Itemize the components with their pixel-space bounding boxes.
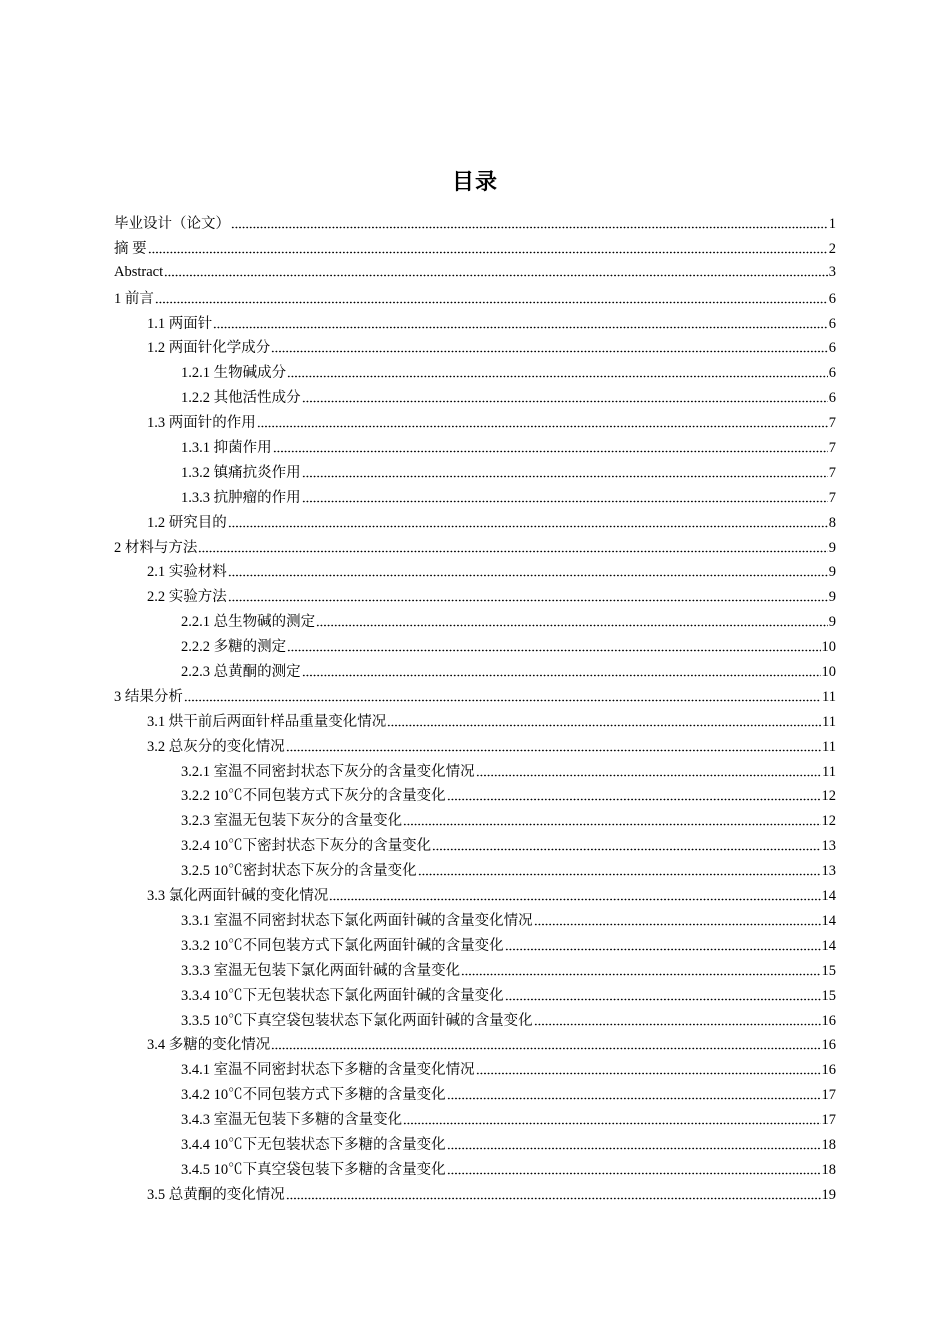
table-of-contents [114,212,836,1208]
toc-entry[interactable] [114,560,836,585]
toc-entry-page-number: 6 [828,390,836,407]
toc-entry-page-number: 14 [821,912,836,929]
toc-entry[interactable] [114,710,836,735]
toc-entry-page-number: 15 [821,962,836,979]
toc-entry-label: 3.4.5 10℃下真空袋包装下多糖的含量变化 [181,1161,446,1178]
toc-entry-page-number: 8 [828,514,836,531]
dot-leader [228,563,828,578]
toc-entry[interactable] [114,486,836,511]
toc-entry-page-number: 16 [821,1037,836,1054]
toc-entry-page-number: 11 [822,738,836,755]
dot-leader [228,588,828,603]
toc-entry-label: 3.3.3 室温无包装下氯化两面针碱的含量变化 [181,962,461,979]
toc-entry[interactable] [114,884,836,909]
dot-leader [447,1086,821,1101]
toc-entry-page-number: 16 [821,1062,836,1079]
toc-entry[interactable] [114,809,836,834]
toc-entry[interactable] [114,610,836,635]
toc-entry[interactable] [114,1058,836,1083]
toc-entry-label: Abstract [114,264,164,281]
dot-leader [403,1111,820,1126]
toc-entry-label: 1.1 两面针 [147,315,213,332]
toc-entry-label: 2.2.3 总黄酮的测定 [181,664,301,681]
toc-entry-label: 1.3.3 抗肿瘤的作用 [181,489,301,506]
dot-leader [505,936,821,951]
toc-entry[interactable] [114,511,836,536]
toc-entry-label: 1.3.2 镇痛抗炎作用 [181,464,301,481]
dot-leader [231,215,828,230]
toc-entry[interactable] [114,1009,836,1034]
toc-entry[interactable] [114,336,836,361]
toc-entry-label: 3.2 总灰分的变化情况 [147,738,285,755]
toc-entry-page-number: 1 [828,216,836,232]
toc-entry[interactable] [114,909,836,934]
dot-leader [418,862,821,877]
toc-entry-label: 2 材料与方法 [114,539,198,556]
toc-entry-label: 2.2.2 多糖的测定 [181,639,287,656]
toc-entry-page-number: 17 [821,1112,836,1129]
page-title: 目录 [451,170,498,195]
dot-leader [476,762,821,777]
toc-entry[interactable] [114,859,836,884]
toc-entry-label: 3.2.2 10℃不同包装方式下灰分的含量变化 [181,788,446,805]
toc-entry-label: 毕业设计（论文） [114,216,230,232]
toc-entry-page-number: 15 [821,987,836,1004]
toc-entry[interactable] [114,1108,836,1133]
toc-entry-label: 1 前言 [114,290,154,307]
dot-leader [302,389,828,404]
toc-entry[interactable] [114,411,836,436]
toc-entry-label: 2.1 实验材料 [147,564,227,581]
toc-entry[interactable] [114,361,836,386]
toc-entry[interactable] [114,536,836,561]
toc-entry-label: 2.2 实验方法 [147,589,227,606]
toc-entry-label: 1.3.1 抑菌作用 [181,440,272,457]
toc-entry-page-number: 9 [828,539,836,556]
toc-entry-label: 3.3.1 室温不同密封状态下氯化两面针碱的含量变化情况 [181,912,533,929]
toc-entry-page-number: 9 [828,589,836,606]
dot-leader [432,837,820,852]
toc-entry[interactable] [114,834,836,859]
dot-leader [329,887,820,902]
toc-entry[interactable] [114,1083,836,1108]
toc-entry[interactable] [114,237,836,262]
dot-leader [476,1061,821,1076]
dot-leader [271,1036,820,1051]
toc-entry[interactable] [114,436,836,461]
toc-entry-label: 3.3.2 10℃不同包装方式下氯化两面针碱的含量变化 [181,937,504,954]
toc-entry-page-number: 6 [828,315,836,332]
toc-entry-label: 3.2.3 室温无包装下灰分的含量变化 [181,813,403,830]
toc-entry-page-number: 10 [821,639,836,656]
toc-entry[interactable] [114,635,836,660]
dot-leader [164,263,828,278]
toc-entry-page-number: 10 [821,664,836,681]
toc-entry-page-number: 6 [828,290,836,307]
toc-entry-label: 1.2 两面针化学成分 [147,340,271,357]
toc-entry-page-number: 9 [828,614,836,631]
toc-entry-label: 3.3.4 10℃下无包装状态下氯化两面针碱的含量变化 [181,987,504,1004]
toc-entry-page-number: 7 [828,440,836,457]
toc-entry-label: 3.3 氯化两面针碱的变化情况 [147,888,329,905]
dot-leader [273,439,828,454]
toc-entry-label: 3.5 总黄酮的变化情况 [147,1186,285,1203]
dot-leader [287,364,828,379]
dot-leader [148,239,828,254]
toc-entry-page-number: 6 [828,340,836,357]
dot-leader [271,339,828,354]
dot-leader [534,1011,821,1026]
dot-leader [302,463,828,478]
toc-entry-page-number: 12 [821,813,836,830]
toc-entry-label: 1.2 研究目的 [147,514,227,531]
toc-entry-page-number: 7 [828,464,836,481]
toc-entry-label: 3.2.5 10℃密封状态下灰分的含量变化 [181,863,417,880]
dot-leader [155,289,828,304]
toc-entry[interactable] [114,959,836,984]
toc-entry[interactable] [114,1033,836,1058]
dot-leader [403,812,820,827]
toc-entry[interactable] [114,262,836,287]
toc-entry-label: 3.4.2 10℃不同包装方式下多糖的含量变化 [181,1087,446,1104]
toc-entry-page-number: 19 [821,1186,836,1203]
toc-entry-label: 3.4.3 室温无包装下多糖的含量变化 [181,1112,403,1129]
toc-entry[interactable] [114,312,836,337]
dot-leader [213,314,828,329]
dot-leader [447,787,821,802]
toc-entry[interactable] [114,212,836,237]
toc-entry[interactable] [114,735,836,760]
toc-entry-label: 1.2.2 其他活性成分 [181,390,301,407]
toc-entry[interactable] [114,287,836,312]
toc-entry-page-number: 18 [821,1136,836,1153]
toc-entry-page-number: 16 [821,1012,836,1029]
toc-entry[interactable] [114,660,836,685]
toc-entry-page-number: 6 [828,365,836,382]
toc-entry-page-number: 14 [821,888,836,905]
dot-leader [184,687,821,702]
dot-leader [534,911,821,926]
dot-leader [505,986,821,1001]
toc-entry-label: 1.3 两面针的作用 [147,415,256,432]
toc-entry-label: 3.3.5 10℃下真空袋包装状态下氯化两面针碱的含量变化 [181,1012,533,1029]
toc-entry-page-number: 3 [828,264,836,281]
toc-entry-label: 3.1 烘干前后两面针样品重量变化情况 [147,713,387,730]
dot-leader [257,414,828,429]
toc-entry[interactable] [114,461,836,486]
toc-entry-label: 3.4.1 室温不同密封状态下多糖的含量变化情况 [181,1062,475,1079]
toc-entry[interactable] [114,984,836,1009]
toc-entry[interactable] [114,760,836,785]
toc-entry-page-number: 11 [822,688,836,705]
toc-entry-page-number: 2 [828,240,836,257]
dot-leader [302,663,821,678]
toc-entry-label: 2.2.1 总生物碱的测定 [181,614,316,631]
dot-leader [228,513,828,528]
toc-entry[interactable] [114,585,836,610]
dot-leader [198,538,827,553]
toc-entry[interactable] [114,685,836,710]
toc-entry-page-number: 7 [828,415,836,432]
toc-entry-page-number: 11 [822,763,836,780]
toc-entry[interactable] [114,1158,836,1183]
toc-entry-label: 3.2.4 10℃下密封状态下灰分的含量变化 [181,838,432,855]
toc-entry-page-number: 14 [821,937,836,954]
toc-entry-page-number: 13 [821,863,836,880]
toc-entry[interactable] [114,1133,836,1158]
dot-leader [286,737,821,752]
toc-entry-page-number: 18 [821,1161,836,1178]
toc-entry-label: 摘 要 [114,240,147,257]
dot-leader [287,638,820,653]
toc-entry-page-number: 11 [822,713,836,730]
dot-leader [387,712,821,727]
dot-leader [461,961,820,976]
dot-leader [316,613,828,628]
toc-entry[interactable] [114,386,836,411]
dot-leader [447,1135,821,1150]
dot-leader [302,488,828,503]
toc-entry-label: 1.2.1 生物碱成分 [181,365,287,382]
toc-entry-page-number: 7 [828,489,836,506]
dot-leader [286,1185,821,1200]
toc-entry-page-number: 12 [821,788,836,805]
toc-entry[interactable] [114,934,836,959]
dot-leader [447,1160,821,1175]
toc-entry[interactable] [114,1183,836,1208]
toc-entry-page-number: 17 [821,1087,836,1104]
toc-entry-label: 3.2.1 室温不同密封状态下灰分的含量变化情况 [181,763,475,780]
toc-entry-page-number: 13 [821,838,836,855]
toc-entry-page-number: 9 [828,564,836,581]
toc-entry-label: 3.4 多糖的变化情况 [147,1037,271,1054]
toc-entry-label: 3 结果分析 [114,688,183,705]
toc-entry[interactable] [114,784,836,809]
toc-entry-label: 3.4.4 10℃下无包装状态下多糖的含量变化 [181,1136,446,1153]
